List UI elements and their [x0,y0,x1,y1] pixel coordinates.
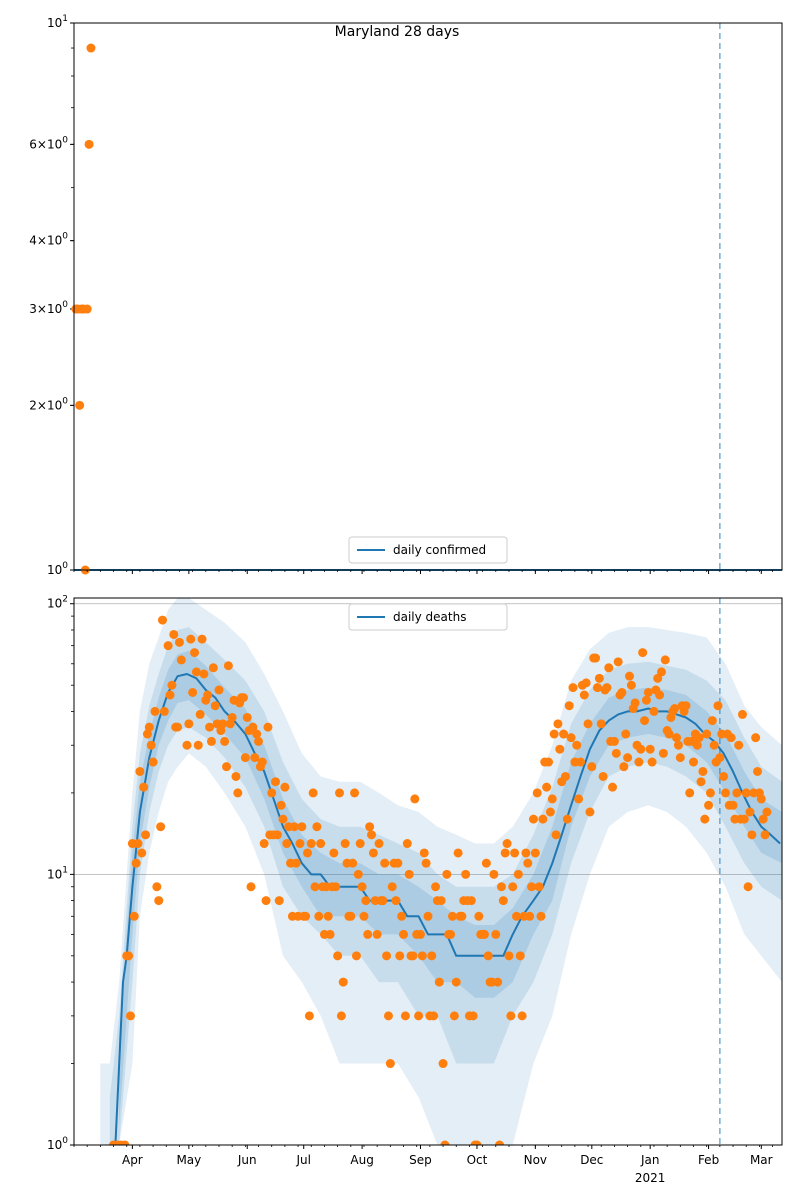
deaths-point [382,951,391,960]
deaths-point [612,749,621,758]
deaths-point [751,733,760,742]
deaths-point [167,681,176,690]
x-tick-sublabel: 2021 [634,1171,666,1185]
deaths-point [595,674,604,683]
deaths-point [546,808,555,817]
deaths-point [326,930,335,939]
deaths-point [341,839,350,848]
x-tick-label: Mar [749,1153,773,1167]
deaths-point [602,683,611,692]
x-tick-label: Dec [580,1153,604,1167]
deaths-point [457,912,466,921]
deaths-point [685,788,694,797]
deaths-point [604,663,613,672]
deaths-point [676,753,685,762]
deaths-point [627,681,636,690]
y-tick-label: $4\times 10^0$ [29,231,68,248]
y-tick-label: $3\times 10^0$ [29,300,68,317]
legend-daily-confirmed [349,537,507,563]
deaths-point [393,859,402,868]
deaths-point [169,630,178,639]
y-tick-label: $10^0$ [46,1136,68,1152]
deaths-point [418,951,427,960]
deaths-point [247,882,256,891]
deaths-point [403,839,412,848]
deaths-point [324,912,333,921]
deaths-point [361,896,370,905]
deaths-point [561,772,570,781]
deaths-point [224,661,233,670]
deaths-point [674,741,683,750]
deaths-point [305,1011,314,1020]
deaths-point [623,753,632,762]
deaths-point [480,930,489,939]
deaths-point [130,912,139,921]
deaths-point [160,707,169,716]
deaths-point [410,794,419,803]
deaths-point [399,930,408,939]
deaths-point [454,848,463,857]
deaths-point [337,1011,346,1020]
deaths-point [446,930,455,939]
deaths-point [239,693,248,702]
deaths-point [693,741,702,750]
x-tick-label: Jan [640,1153,660,1167]
deaths-point [681,701,690,710]
deaths-point [617,688,626,697]
deaths-point [610,737,619,746]
deaths-point [297,822,306,831]
deaths-point [192,667,201,676]
deaths-point [521,848,530,857]
deaths-point [621,730,630,739]
deaths-point [267,788,276,797]
deaths-point [307,839,316,848]
deaths-point [292,859,301,868]
deaths-point [186,635,195,644]
deaths-point [303,848,312,857]
deaths-point [233,788,242,797]
deaths-point [642,696,651,705]
y-tick-label: $10^1$ [46,14,68,30]
deaths-point [401,1011,410,1020]
deaths-point [672,733,681,742]
deaths-point [657,667,666,676]
deaths-point [348,859,357,868]
deaths-point [661,655,670,664]
deaths-point [397,912,406,921]
deaths-point [536,912,545,921]
deaths-point [271,777,280,786]
deaths-point [523,859,532,868]
deaths-point [727,733,736,742]
legend-label: daily confirmed [393,543,487,557]
deaths-point [164,641,173,650]
y-tick-label: $10^1$ [46,865,68,882]
deaths-point [339,978,348,987]
deaths-point [211,701,220,710]
legend-label: daily deaths [393,610,467,624]
deaths-point [461,870,470,879]
deaths-point [437,896,446,905]
deaths-point [333,951,342,960]
deaths-point [405,870,414,879]
deaths-point [738,710,747,719]
deaths-point [228,713,237,722]
deaths-point [542,783,551,792]
deaths-point [139,783,148,792]
deaths-point [220,737,229,746]
deaths-point [499,896,508,905]
confirmed-point [86,44,95,53]
deaths-point [529,815,538,824]
deaths-point [356,839,365,848]
x-tick-label: Jul [296,1153,311,1167]
deaths-point [553,719,562,728]
deaths-point [141,830,150,839]
deaths-point [166,691,175,700]
deaths-point [474,912,483,921]
x-tick-label: Feb [697,1153,720,1167]
deaths-point [689,758,698,767]
deaths-point [484,951,493,960]
deaths-point [504,951,513,960]
deaths-point [214,686,223,695]
deaths-point [740,815,749,824]
deaths-point [380,859,389,868]
deaths-point [277,801,286,810]
deaths-point [516,951,525,960]
y-tick-label: $2\times 10^0$ [29,396,68,413]
deaths-point [359,912,368,921]
deaths-point [482,859,491,868]
deaths-point [625,672,634,681]
deaths-point [177,655,186,664]
deaths-point [395,951,404,960]
deaths-point [713,701,722,710]
deaths-point [636,745,645,754]
deaths-point [700,815,709,824]
deaths-point [568,683,577,692]
deaths-point [552,830,561,839]
deaths-point [384,1011,393,1020]
top-axes [29,14,782,577]
deaths-point [591,654,600,663]
deaths-point [567,733,576,742]
deaths-point [231,772,240,781]
deaths-point [747,830,756,839]
legend-daily-deaths [349,604,507,630]
deaths-point [506,1011,515,1020]
deaths-point [659,749,668,758]
deaths-point [608,783,617,792]
deaths-point [715,753,724,762]
deaths-point [729,801,738,810]
deaths-point [314,912,323,921]
deaths-point [358,882,367,891]
deaths-point [698,767,707,776]
deaths-point [599,772,608,781]
deaths-point [275,896,284,905]
deaths-point [124,951,133,960]
deaths-point [363,930,372,939]
x-tick-label: Nov [523,1153,548,1167]
deaths-point [152,882,161,891]
deaths-point [316,839,325,848]
x-tick-label: May [176,1153,202,1167]
deaths-point [508,882,517,891]
deaths-point [503,839,512,848]
deaths-point [156,822,165,831]
deaths-point [531,848,540,857]
deaths-point [708,716,717,725]
deaths-point [207,737,216,746]
deaths-point [574,794,583,803]
deaths-point [173,723,182,732]
plot-area [74,598,782,1150]
deaths-point [422,859,431,868]
deaths-point [145,723,154,732]
deaths-point [710,741,719,750]
top-axes-frame [74,23,782,570]
deaths-point [518,1011,527,1020]
deaths-point [706,788,715,797]
deaths-point [572,741,581,750]
deaths-point [427,951,436,960]
deaths-point [525,912,534,921]
deaths-point [280,783,289,792]
deaths-point [126,1011,135,1020]
x-tick-label: Apr [121,1153,143,1167]
deaths-point [648,758,657,767]
deaths-point [188,688,197,697]
deaths-point [535,882,544,891]
deaths-point [538,815,547,824]
deaths-point [198,635,207,644]
deaths-point [424,912,433,921]
deaths-point [442,870,451,879]
deaths-point [222,762,231,771]
deaths-point [175,638,184,647]
confirmed-point [85,140,94,149]
deaths-point [346,912,355,921]
bottom-axes [47,595,782,1185]
deaths-point [555,745,564,754]
deaths-point [258,758,267,767]
deaths-point [378,896,387,905]
deaths-point [721,788,730,797]
deaths-point [744,882,753,891]
deaths-point [209,663,218,672]
deaths-point [576,758,585,767]
deaths-point [354,870,363,879]
deaths-point [335,788,344,797]
deaths-point [420,848,429,857]
deaths-point [301,912,310,921]
deaths-point [135,767,144,776]
deaths-point [732,788,741,797]
deaths-point [697,777,706,786]
deaths-point [416,930,425,939]
y-tick-label: $10^0$ [46,561,68,577]
deaths-point [369,848,378,857]
deaths-point [719,772,728,781]
deaths-point [565,701,574,710]
deaths-point [634,758,643,767]
deaths-point [450,1011,459,1020]
deaths-point [329,848,338,857]
x-tick-label: Aug [350,1153,374,1167]
deaths-point [702,730,711,739]
deaths-point [563,815,572,824]
deaths-point [631,698,640,707]
deaths-point [753,767,762,776]
deaths-point [254,737,263,746]
deaths-point [132,859,141,868]
deaths-point [190,648,199,657]
deaths-point [655,691,664,700]
deaths-point [489,870,498,879]
deaths-point [149,758,158,767]
deaths-point [491,930,500,939]
deaths-point [501,848,510,857]
deaths-point [282,839,291,848]
deaths-point [194,741,203,750]
deaths-point [514,870,523,879]
deaths-point [367,830,376,839]
deaths-point [414,1011,423,1020]
deaths-point [262,896,271,905]
deaths-point [391,896,400,905]
deaths-point [309,788,318,797]
confirmed-point [75,401,84,410]
deaths-point [646,745,655,754]
deaths-point [469,1011,478,1020]
deaths-point [408,951,417,960]
deaths-point [263,723,272,732]
deaths-point [585,808,594,817]
chart-title: Maryland 28 days [334,24,460,40]
deaths-point [704,801,713,810]
deaths-point [745,808,754,817]
deaths-point [587,762,596,771]
x-tick-label: Oct [466,1153,488,1167]
deaths-point [137,848,146,857]
deaths-point [497,882,506,891]
deaths-point [279,815,288,824]
deaths-point [638,648,647,657]
deaths-point [243,713,252,722]
deaths-point [375,839,384,848]
deaths-point [548,794,557,803]
y-tick-label: $6\times 10^0$ [29,135,68,152]
deaths-point [544,758,553,767]
deaths-point [761,830,770,839]
deaths-point [734,741,743,750]
deaths-point [762,808,771,817]
deaths-point [158,616,167,625]
deaths-point [331,882,340,891]
deaths-point [350,788,359,797]
y-tick-label: $10^2$ [46,594,68,611]
deaths-point [250,753,259,762]
deaths-point [386,1059,395,1068]
deaths-point [435,978,444,987]
deaths-point [352,951,361,960]
deaths-point [619,762,628,771]
deaths-point [584,719,593,728]
deaths-point [510,848,519,857]
deaths-point [203,691,212,700]
deaths-point [199,670,208,679]
deaths-point [493,978,502,987]
deaths-point [184,719,193,728]
deaths-point [154,896,163,905]
deaths-point [533,788,542,797]
deaths-point [452,978,461,987]
deaths-point [182,741,191,750]
deaths-point [147,741,156,750]
deaths-point [134,839,143,848]
deaths-point [580,691,589,700]
deaths-point [757,794,766,803]
deaths-point [431,882,440,891]
deaths-point [597,719,606,728]
deaths-point [614,657,623,666]
deaths-point [241,753,250,762]
x-tick-label: Sep [409,1153,432,1167]
deaths-point [373,930,382,939]
deaths-point [196,710,205,719]
deaths-point [550,730,559,739]
deaths-point [295,839,304,848]
deaths-point [365,822,374,831]
deaths-point [640,716,649,725]
deaths-point [150,707,159,716]
deaths-point [312,822,321,831]
deaths-point [467,896,476,905]
deaths-point [649,707,658,716]
deaths-point [273,830,282,839]
deaths-point [439,1059,448,1068]
deaths-point [260,839,269,848]
deaths-point [429,1011,438,1020]
deaths-point [582,678,591,687]
confirmed-point [83,305,92,314]
x-tick-label: Jun [237,1153,257,1167]
deaths-point [388,882,397,891]
